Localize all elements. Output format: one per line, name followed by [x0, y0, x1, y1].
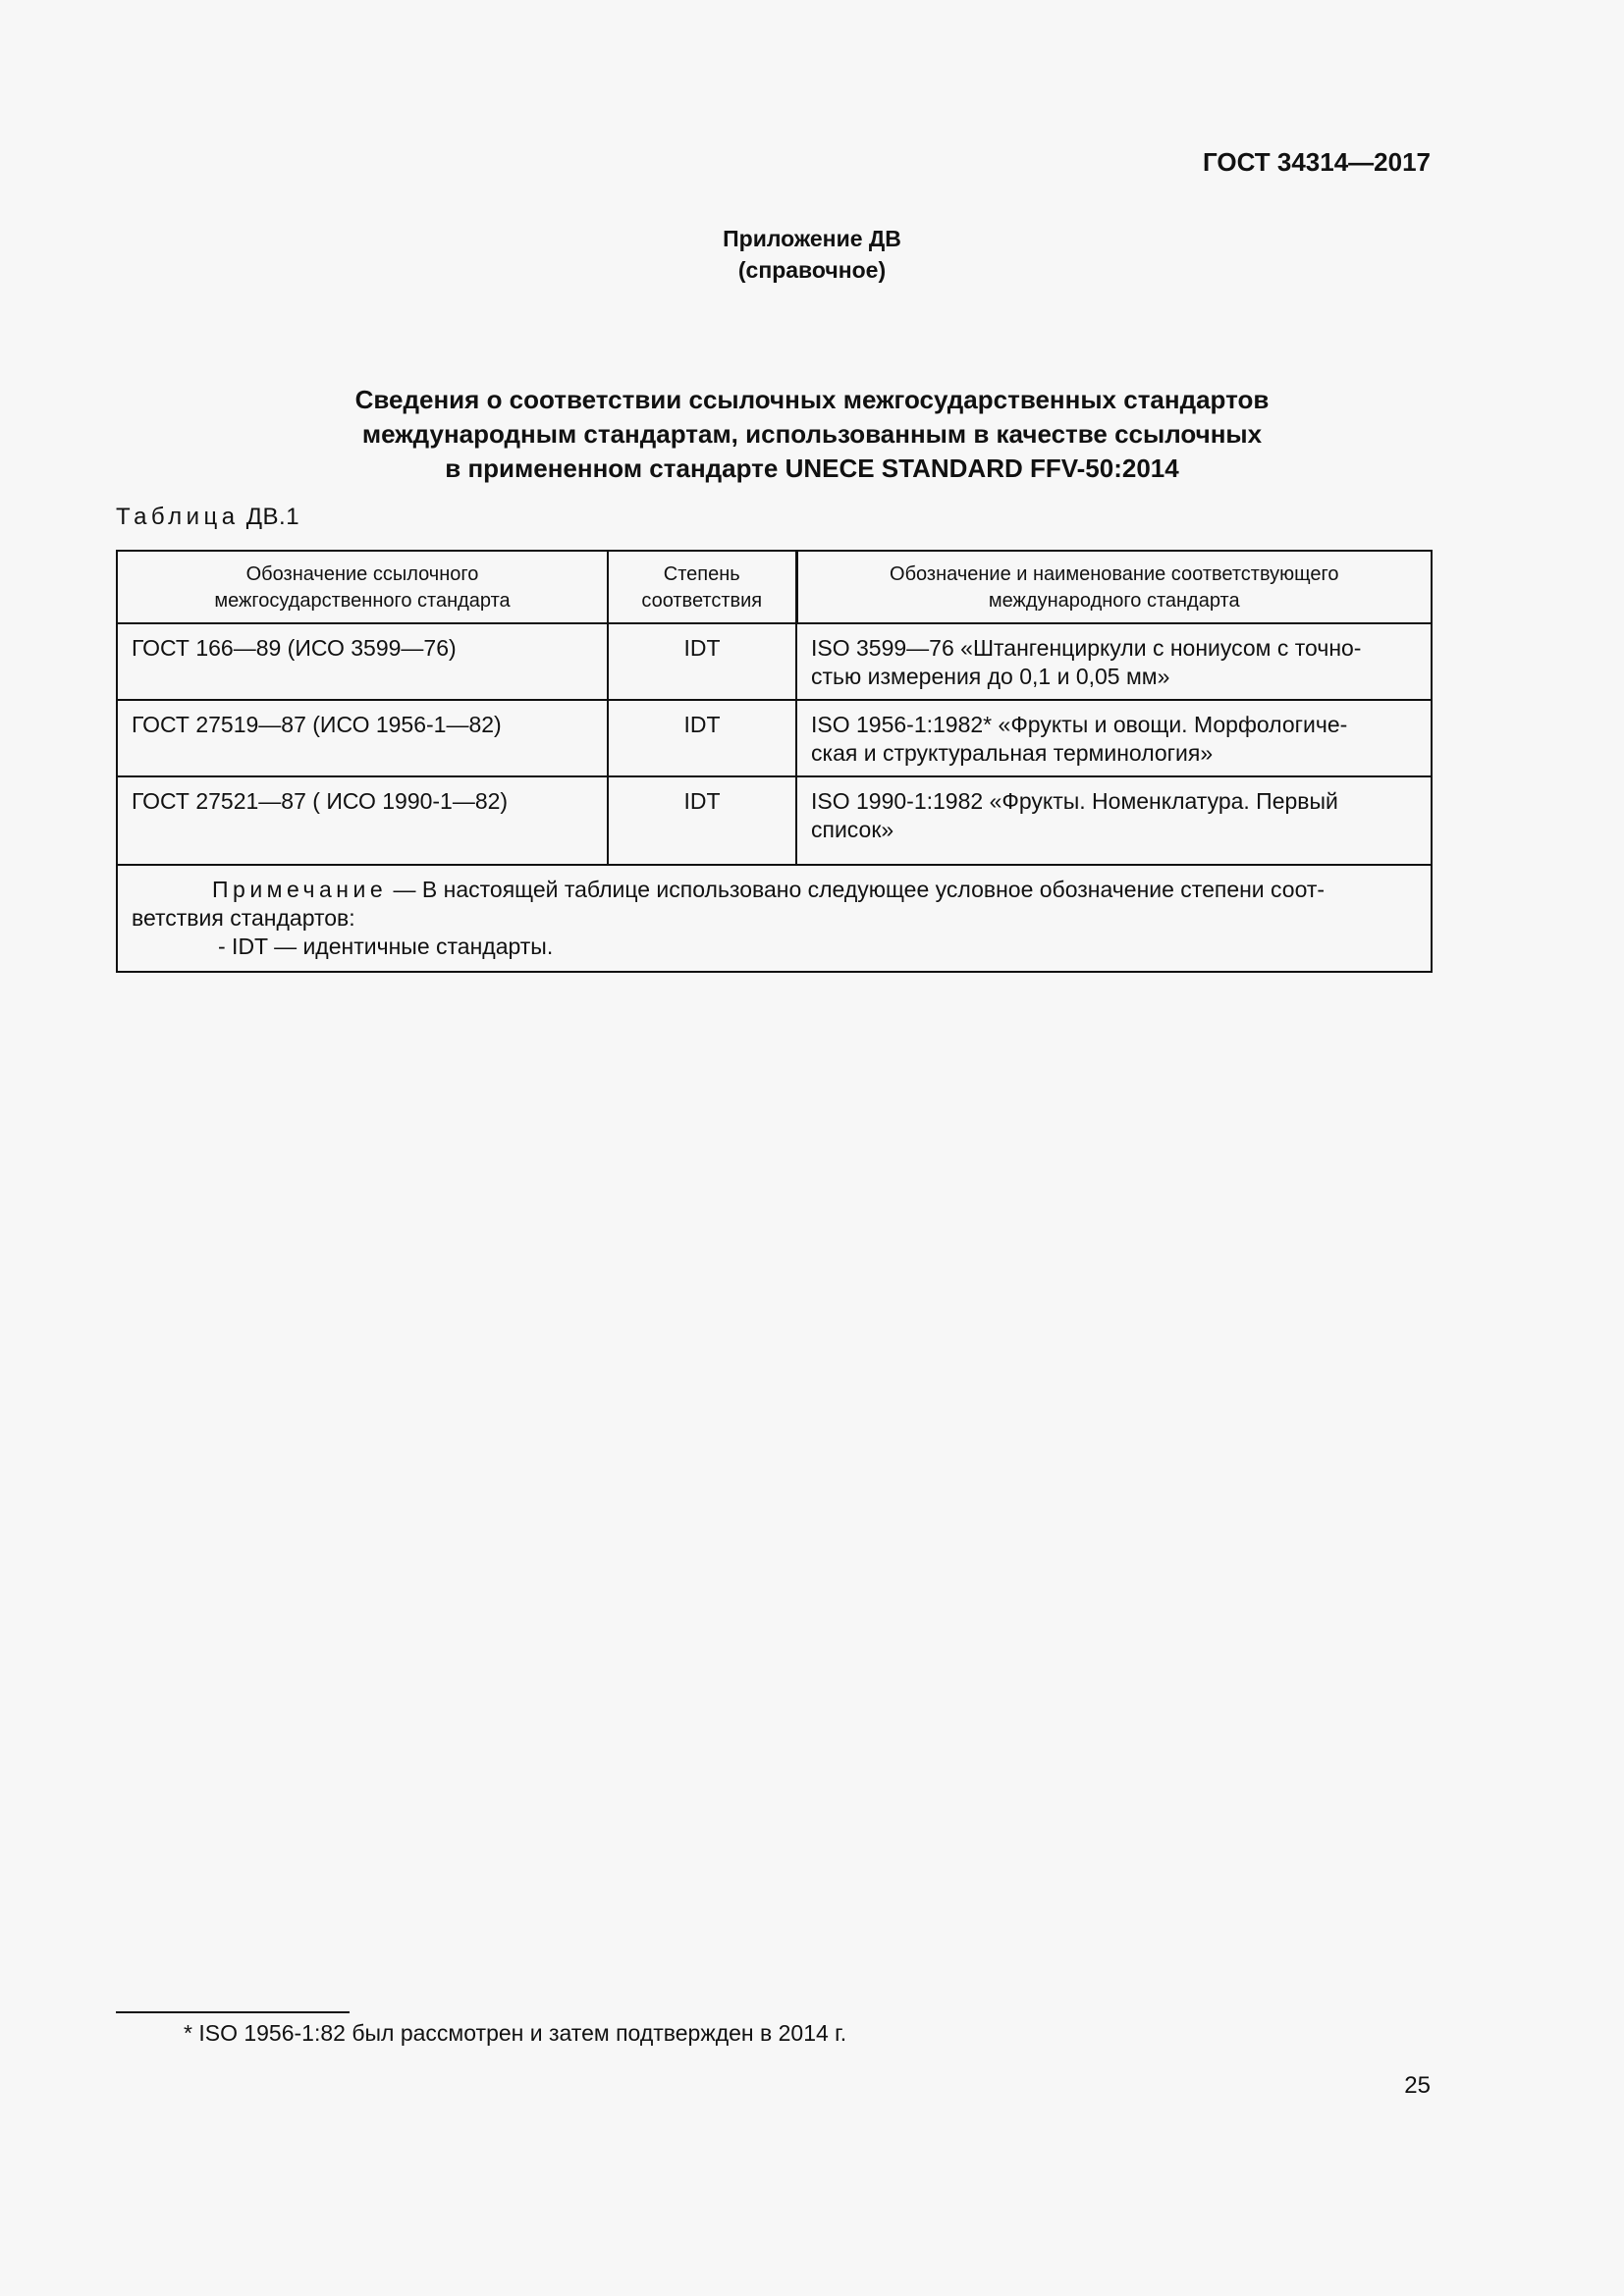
page-number: 25: [1404, 2072, 1431, 2099]
cell-intl-standard: ISO 3599—76 «Штангенциркули с нониусом с точно- стью измерения до 0,1 и 0,05 мм»: [796, 623, 1432, 700]
document-code: ГОСТ 34314—2017: [1203, 147, 1431, 177]
note-line: [132, 876, 1417, 904]
table-note-row: [117, 865, 1432, 972]
table-row: [117, 776, 1432, 865]
section-title: [196, 383, 1428, 486]
cell-degree: IDT: [608, 776, 796, 865]
appendix-title: Приложение ДВ: [723, 226, 901, 251]
note-lead: Примечание: [212, 877, 388, 902]
header-intl-standard: Обозначение и наименование соответствующего международного стандарта: [796, 551, 1432, 623]
cell-intl-standard: ISO 1956-1:1982* «Фрукты и овощи. Морфологиче- ская и структуральная терминология»: [796, 700, 1432, 776]
table-caption: [116, 504, 299, 531]
table-caption-word: Таблица: [116, 504, 240, 530]
title-line: в примененном стандарте UNECE STANDARD FFV-50:2014: [445, 454, 1179, 483]
cell-degree: IDT: [608, 700, 796, 776]
title-line: международным стандартам, использованным в качестве ссылочных: [361, 419, 1263, 449]
note-list-item: - IDT — идентичные стандарты.: [218, 934, 554, 959]
cell-degree: IDT: [608, 623, 796, 700]
appendix-kind: (справочное): [737, 257, 887, 283]
table-note: [117, 865, 1432, 972]
header-degree: Степень соответствия: [608, 551, 796, 623]
header-ref-standard: Обозначение ссылочного межгосударственного стандарта: [117, 551, 608, 623]
footnote: * ISO 1956-1:82 был рассмотрен и затем подтвержден в 2014 г.: [184, 2020, 847, 2046]
title-line: Сведения о соответствии ссылочных межгосударственных стандартов: [354, 385, 1270, 414]
note-line: ветствия стандартов:: [132, 905, 355, 931]
table-row: [117, 623, 1432, 700]
footnote-separator: [116, 2011, 350, 2013]
note-text: — В настоящей таблице использовано следующее условное обозначение степени соот-: [387, 877, 1326, 902]
cell-standard: ГОСТ 27521—87 ( ИСО 1990-1—82): [117, 776, 608, 865]
correspondence-table: [116, 550, 1433, 973]
cell-standard: ГОСТ 27519—87 (ИСО 1956-1—82): [117, 700, 608, 776]
table-caption-number: ДВ.1: [245, 504, 300, 530]
cell-intl-standard: ISO 1990-1:1982 «Фрукты. Номенклатура. Первый список»: [796, 776, 1432, 865]
cell-standard: ГОСТ 166—89 (ИСО 3599—76): [117, 623, 608, 700]
table-row: [117, 700, 1432, 776]
table-header-row: [117, 551, 1432, 623]
